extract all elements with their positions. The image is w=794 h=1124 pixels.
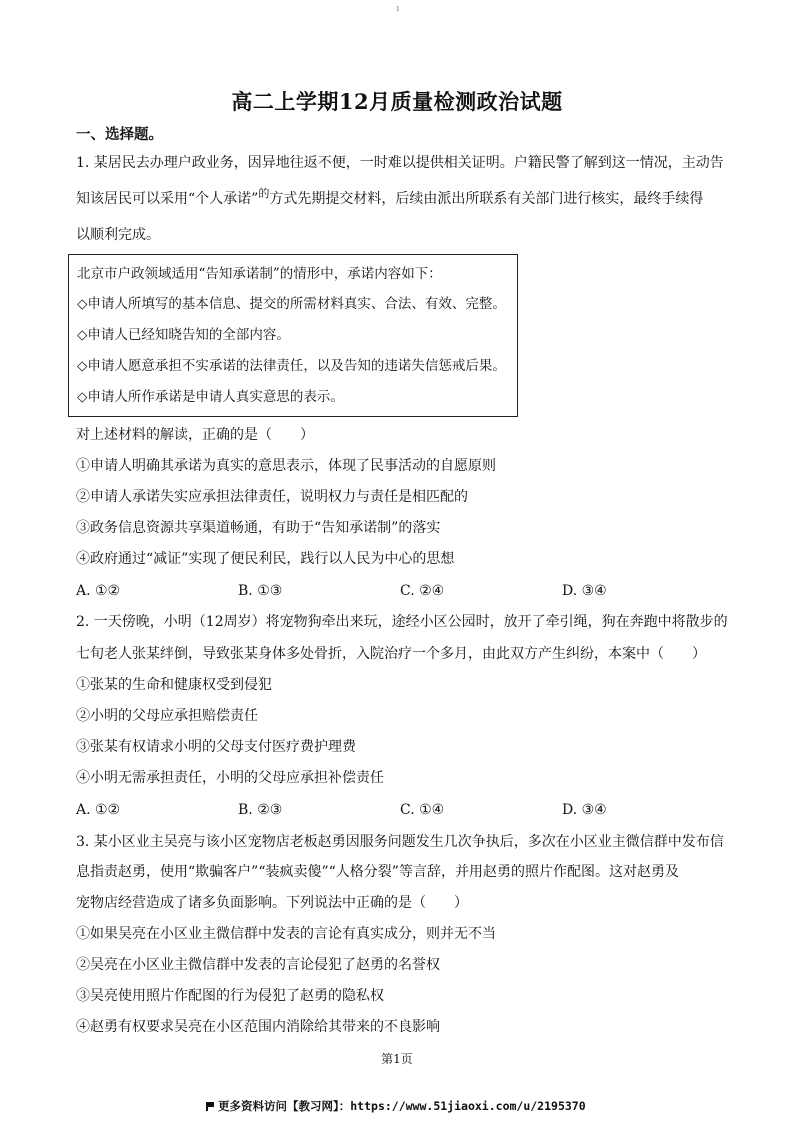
q2-option-c: C. ①④ xyxy=(400,802,445,818)
flag-icon xyxy=(206,1102,214,1111)
box-line-2: ◇申请人所填写的基本信息、提交的所需材料真实、合法、有效、完整。 xyxy=(77,296,506,312)
q1-option-c: C. ②④ xyxy=(400,583,445,599)
footer-text[interactable]: 更多资料访问【教习网】：https://www.51jiaoxi.com/u/2195370 xyxy=(218,1099,586,1113)
box-line-1: 北京市户政领域适用“告知承诺制”的情形中，承诺内容如下： xyxy=(77,266,442,282)
q2-item-1: ①张某的生命和健康权受到侵犯 xyxy=(76,677,272,693)
q1-stem-line-3: 以顺利完成。 xyxy=(76,227,160,243)
q3-item-4: ④赵勇有权要求吴亮在小区范围内消除给其带来的不良影响 xyxy=(76,1019,440,1035)
q2-option-a: A. ①② xyxy=(76,802,121,818)
q1-item-4: ④政府通过“减证”实现了便民利民，践行以人民为中心的思想 xyxy=(76,551,455,567)
page-title: 高二上学期12月质量检测政治试题 xyxy=(231,89,563,114)
q1-option-d: D. ③④ xyxy=(562,583,607,599)
section-heading: 一、选择题。 xyxy=(76,126,163,143)
q1-stem-line-2a: 知该居民可以采用“个人承诺” xyxy=(76,191,259,207)
q1-option-b: B. ①③ xyxy=(238,583,283,599)
q2-item-3: ③张某有权请求小明的父母支付医疗费护理费 xyxy=(76,739,356,755)
q2-option-b: B. ②③ xyxy=(238,802,283,818)
q1-material-box xyxy=(68,254,518,417)
box-line-4: ◇申请人愿意承担不实承诺的法律责任，以及告知的违诺失信惩戒后果。 xyxy=(77,358,506,374)
q1-stem-line-1: 1. 某居民去办理户政业务，因异地往返不便，一时难以提供相关证明。户籍民警了解到这一情况，主动告 xyxy=(76,155,724,171)
q1-stem-line-2 xyxy=(76,187,704,209)
q1-item-1: ①申请人明确其承诺为真实的意思表示，体现了民事活动的自愿原则 xyxy=(76,458,496,474)
page-top-mark: 1 xyxy=(396,6,400,13)
q3-item-3: ③吴亮使用照片作配图的行为侵犯了赵勇的隐私权 xyxy=(76,988,384,1004)
page-number: 第1页 xyxy=(381,1052,413,1066)
q1-item-3: ③政务信息资源共享渠道畅通，有助于“告知承诺制”的落实 xyxy=(76,520,441,536)
q1-item-2: ②申请人承诺失实应承担法律责任，说明权力与责任是相匹配的 xyxy=(76,489,468,505)
q3-stem-line-2: 息指责赵勇，使用“欺骗客户”“装疯卖傻”“人格分裂”等言辞，并用赵勇的照片作配图。这对赵勇及 xyxy=(76,864,679,880)
q2-item-2: ②小明的父母应承担赔偿责任 xyxy=(76,708,258,724)
q3-stem-line-1: 3. 某小区业主吴亮与该小区宠物店老板赵勇因服务问题发生几次争执后，多次在小区业主微信群中发布信 xyxy=(76,834,724,850)
q1-stem-line-2b: 方式先期提交材料，后续由派出所联系有关部门进行核实，最终手续得 xyxy=(269,191,704,207)
q3-item-1: ①如果吴亮在小区业主微信群中发表的言论有真实成分，则并无不当 xyxy=(76,926,496,942)
q1-option-a: A. ①② xyxy=(76,583,121,599)
q3-stem-line-3: 宠物店经营造成了诸多负面影响。下列说法中正确的是（ ） xyxy=(76,895,468,911)
q2-item-4: ④小明无需承担责任，小明的父母应承担补偿责任 xyxy=(76,770,384,786)
box-line-5: ◇申请人所作承诺是申请人真实意思的表示。 xyxy=(77,389,344,405)
q2-stem-line-2: 七旬老人张某绊倒，导致张某身体多处骨折，入院治疗一个多月，由此双方产生纠纷，本案中（ ） xyxy=(76,646,706,662)
q1-question: 对上述材料的解读，正确的是（ ） xyxy=(76,427,314,443)
box-line-3: ◇申请人已经知晓告知的全部内容。 xyxy=(77,327,290,343)
q1-stem-raised-char: 的 xyxy=(258,187,270,200)
footer-link[interactable] xyxy=(206,1098,586,1114)
q2-stem-line-1: 2. 一天傍晚，小明（12周岁）将宠物狗牵出来玩，途经小区公园时，放开了牵引绳，狗在奔跑中将散步的 xyxy=(76,614,728,630)
q3-item-2: ②吴亮在小区业主微信群中发表的言论侵犯了赵勇的名誉权 xyxy=(76,957,440,973)
q2-option-d: D. ③④ xyxy=(562,802,607,818)
